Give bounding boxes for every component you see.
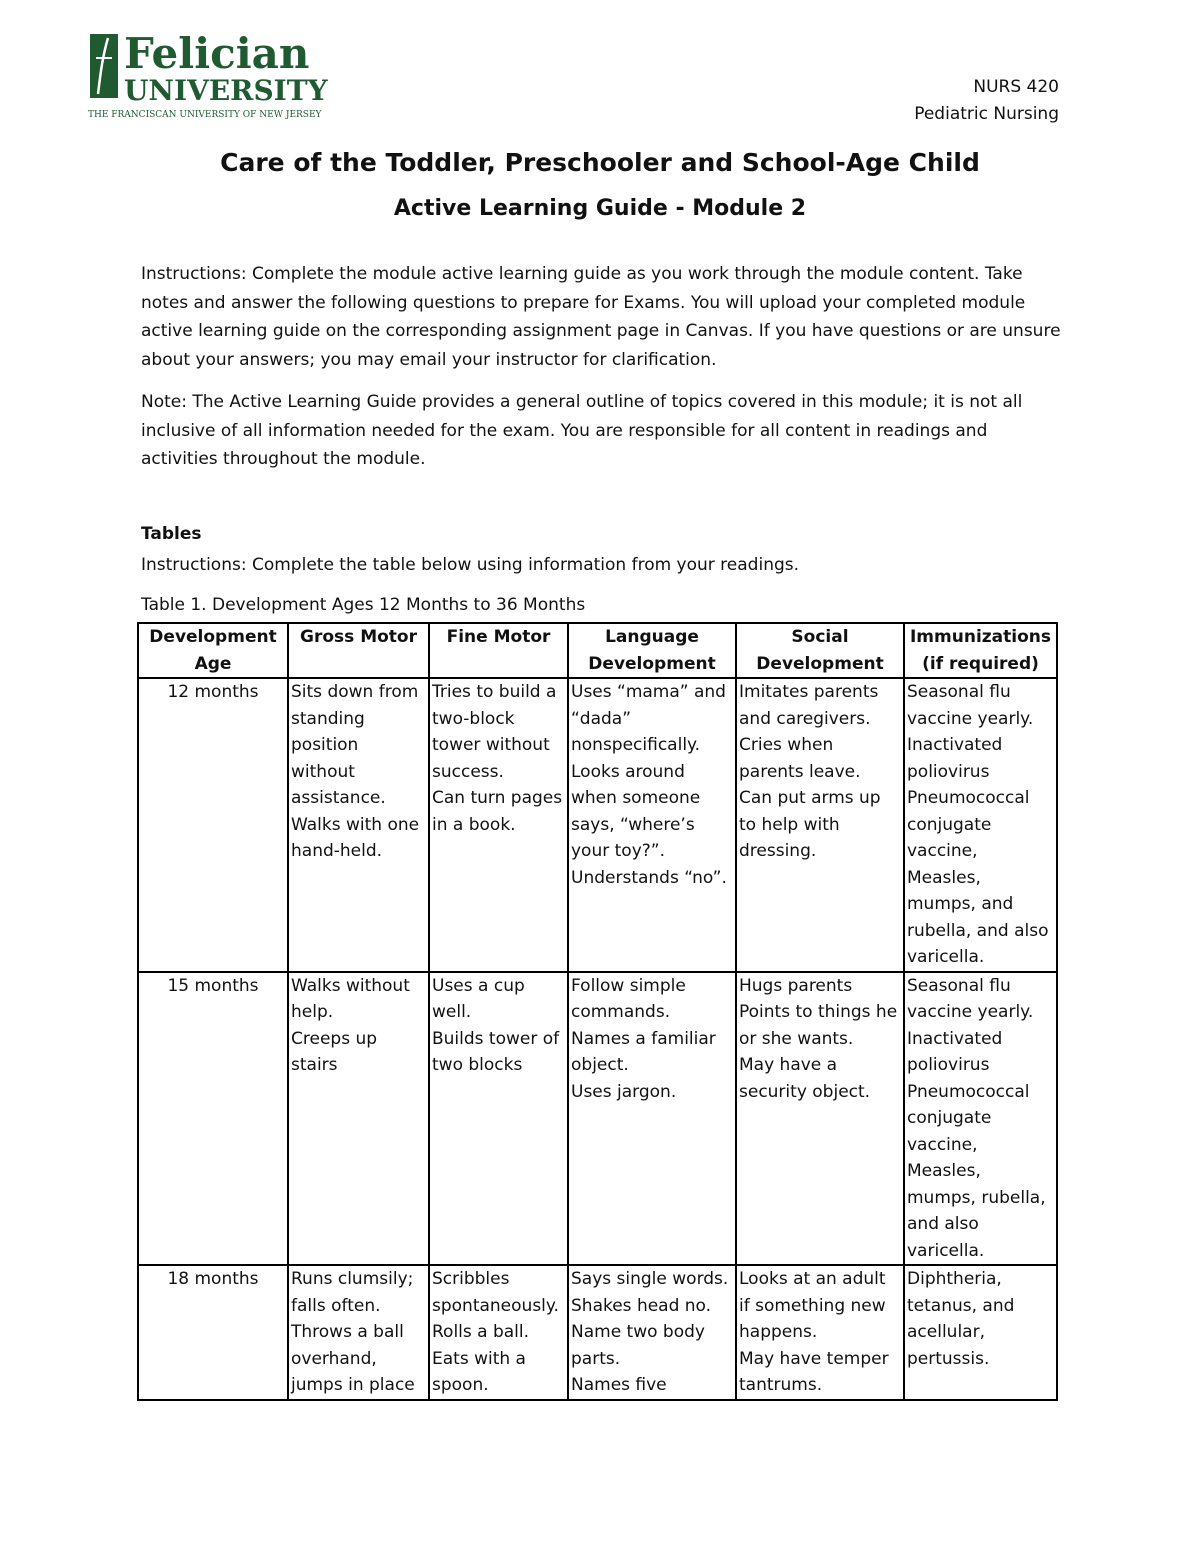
language-cell bbox=[568, 1265, 736, 1400]
cell-line: Seasonal flu vaccine yearly. bbox=[907, 682, 1034, 729]
immunizations-cell bbox=[904, 972, 1057, 1266]
cell-line: Seasonal flu vaccine yearly. bbox=[907, 975, 1034, 1022]
gross-motor-cell bbox=[288, 1265, 429, 1400]
cell-line: Name two body parts. bbox=[571, 1322, 705, 1369]
cell-line: Uses a cup well. bbox=[432, 975, 525, 1022]
cell-line: Scribbles spontaneously. bbox=[432, 1269, 559, 1316]
cell-line: Tries to build a two-block tower without success. bbox=[432, 682, 557, 782]
header-development-age: Development Age bbox=[138, 623, 288, 678]
instructions-paragraph: Instructions: Complete the module active learning guide as you work through the module content. Take notes and answer the following questions to prepare for Exams. You will upload your completed module active learning guide on the corresponding assignment page in Canvas. If you have questions or are unsure about your answers; you may email your instructor for clarification. bbox=[141, 264, 1061, 370]
header-immunizations: Immunizations (if required) bbox=[904, 623, 1057, 678]
cell-line: Shakes head no. bbox=[571, 1295, 712, 1316]
cell-line: Creeps up stairs bbox=[291, 1028, 378, 1075]
cell-line: Eats with a spoon. bbox=[432, 1348, 526, 1395]
tables-heading: Tables bbox=[141, 524, 202, 544]
cell-line: Uses jargon. bbox=[571, 1081, 677, 1102]
age-cell: 18 months bbox=[138, 1265, 288, 1400]
cell-line: Measles, mumps, rubella, and also varicella. bbox=[907, 1161, 1046, 1261]
cell-line: Says single words. bbox=[571, 1269, 729, 1289]
cell-line: Pneumococcal conjugate vaccine, bbox=[907, 1081, 1030, 1155]
page-title: Care of the Toddler, Preschooler and School-Age Child bbox=[220, 148, 980, 177]
cell-line: Inactivated poliovirus bbox=[907, 735, 1003, 782]
fine-motor-cell bbox=[429, 972, 568, 1266]
development-table bbox=[137, 622, 1058, 1401]
header-social-development: Social Development bbox=[736, 623, 904, 678]
logo-emblem bbox=[90, 34, 118, 98]
gross-motor-cell bbox=[288, 678, 429, 972]
table-caption: Table 1. Development Ages 12 Months to 36 Months bbox=[141, 595, 586, 615]
cell-line: Looks at an adult if something new happens. bbox=[739, 1269, 886, 1342]
university-logo bbox=[88, 28, 338, 120]
cell-line: Follow simple commands. bbox=[571, 975, 686, 1022]
cell-line: Points to things he or she wants. bbox=[739, 1002, 898, 1049]
cell-line: Sits down from standing position without assistance. bbox=[291, 682, 419, 808]
table-header-row bbox=[138, 623, 1057, 678]
cell-line: Can turn pages in a book. bbox=[432, 788, 563, 835]
cell-line: Builds tower of two blocks bbox=[432, 1028, 560, 1075]
cell-line: Inactivated poliovirus bbox=[907, 1028, 1003, 1075]
fine-motor-cell bbox=[429, 678, 568, 972]
cell-line: Diphtheria, tetanus, and acellular, pertussis. bbox=[907, 1269, 1015, 1369]
language-cell bbox=[568, 972, 736, 1266]
cell-line: Measles, mumps, and rubella, and also varicella. bbox=[907, 867, 1049, 967]
course-code: NURS 420 bbox=[973, 77, 1059, 97]
social-cell bbox=[736, 972, 904, 1266]
cell-line: Walks with one hand-held. bbox=[291, 814, 420, 861]
cell-line: May have temper tantrums. bbox=[739, 1348, 889, 1395]
logo-university: UNIVERSITY bbox=[124, 74, 328, 107]
age-cell: 12 months bbox=[138, 678, 288, 972]
cell-line: Cries when parents leave. bbox=[739, 735, 861, 782]
cell-line: May have a security object. bbox=[739, 1055, 871, 1102]
header-fine-motor: Fine Motor bbox=[429, 623, 568, 678]
cell-line: Looks around when someone says, “where’s your toy?”. bbox=[571, 761, 701, 861]
cell-line: Throws a ball overhand, jumps in place bbox=[291, 1322, 415, 1395]
page-subtitle: Active Learning Guide - Module 2 bbox=[393, 196, 807, 221]
note-paragraph: Note: The Active Learning Guide provides a general outline of topics covered in this module; it is not all inclusive of all information needed for the exam. You are responsible for all content in readings and activities throughout the module. bbox=[141, 392, 1023, 469]
cell-line: Imitates parents and caregivers. bbox=[739, 682, 879, 729]
header-language-development: Language Development bbox=[568, 623, 736, 678]
social-cell bbox=[736, 678, 904, 972]
cell-line: Uses “mama” and “dada” nonspecifically. bbox=[571, 682, 726, 755]
table-row bbox=[138, 1265, 1057, 1400]
table-row bbox=[138, 972, 1057, 1266]
logo-name: Felician bbox=[124, 29, 310, 78]
cell-line: Names five bbox=[571, 1375, 667, 1395]
cell-line: Rolls a ball. bbox=[432, 1322, 530, 1342]
course-name: Pediatric Nursing bbox=[914, 104, 1059, 124]
logo-tagline: THE FRANCISCAN UNIVERSITY OF NEW JERSEY bbox=[88, 110, 322, 120]
course-info bbox=[914, 74, 1059, 128]
table-row bbox=[138, 678, 1057, 972]
age-cell: 15 months bbox=[138, 972, 288, 1266]
cell-line: Hugs parents bbox=[739, 975, 853, 996]
immunizations-cell bbox=[904, 678, 1057, 972]
table-instructions: Instructions: Complete the table below using information from your readings. bbox=[141, 555, 800, 575]
social-cell bbox=[736, 1265, 904, 1400]
cell-line: Names a familiar object. bbox=[571, 1028, 716, 1075]
cell-line: Walks without help. bbox=[291, 975, 410, 1022]
immunizations-cell bbox=[904, 1265, 1057, 1400]
header-gross-motor: Gross Motor bbox=[288, 623, 429, 678]
cell-line: Can put arms up to help with dressing. bbox=[739, 788, 881, 861]
felician-logo-icon bbox=[88, 28, 338, 120]
cell-line: Pneumococcal conjugate vaccine, bbox=[907, 788, 1030, 861]
fine-motor-cell bbox=[429, 1265, 568, 1400]
gross-motor-cell bbox=[288, 972, 429, 1266]
language-cell bbox=[568, 678, 736, 972]
cell-line: Understands “no”. bbox=[571, 867, 727, 888]
cell-line: Runs clumsily; falls often. bbox=[291, 1269, 414, 1316]
